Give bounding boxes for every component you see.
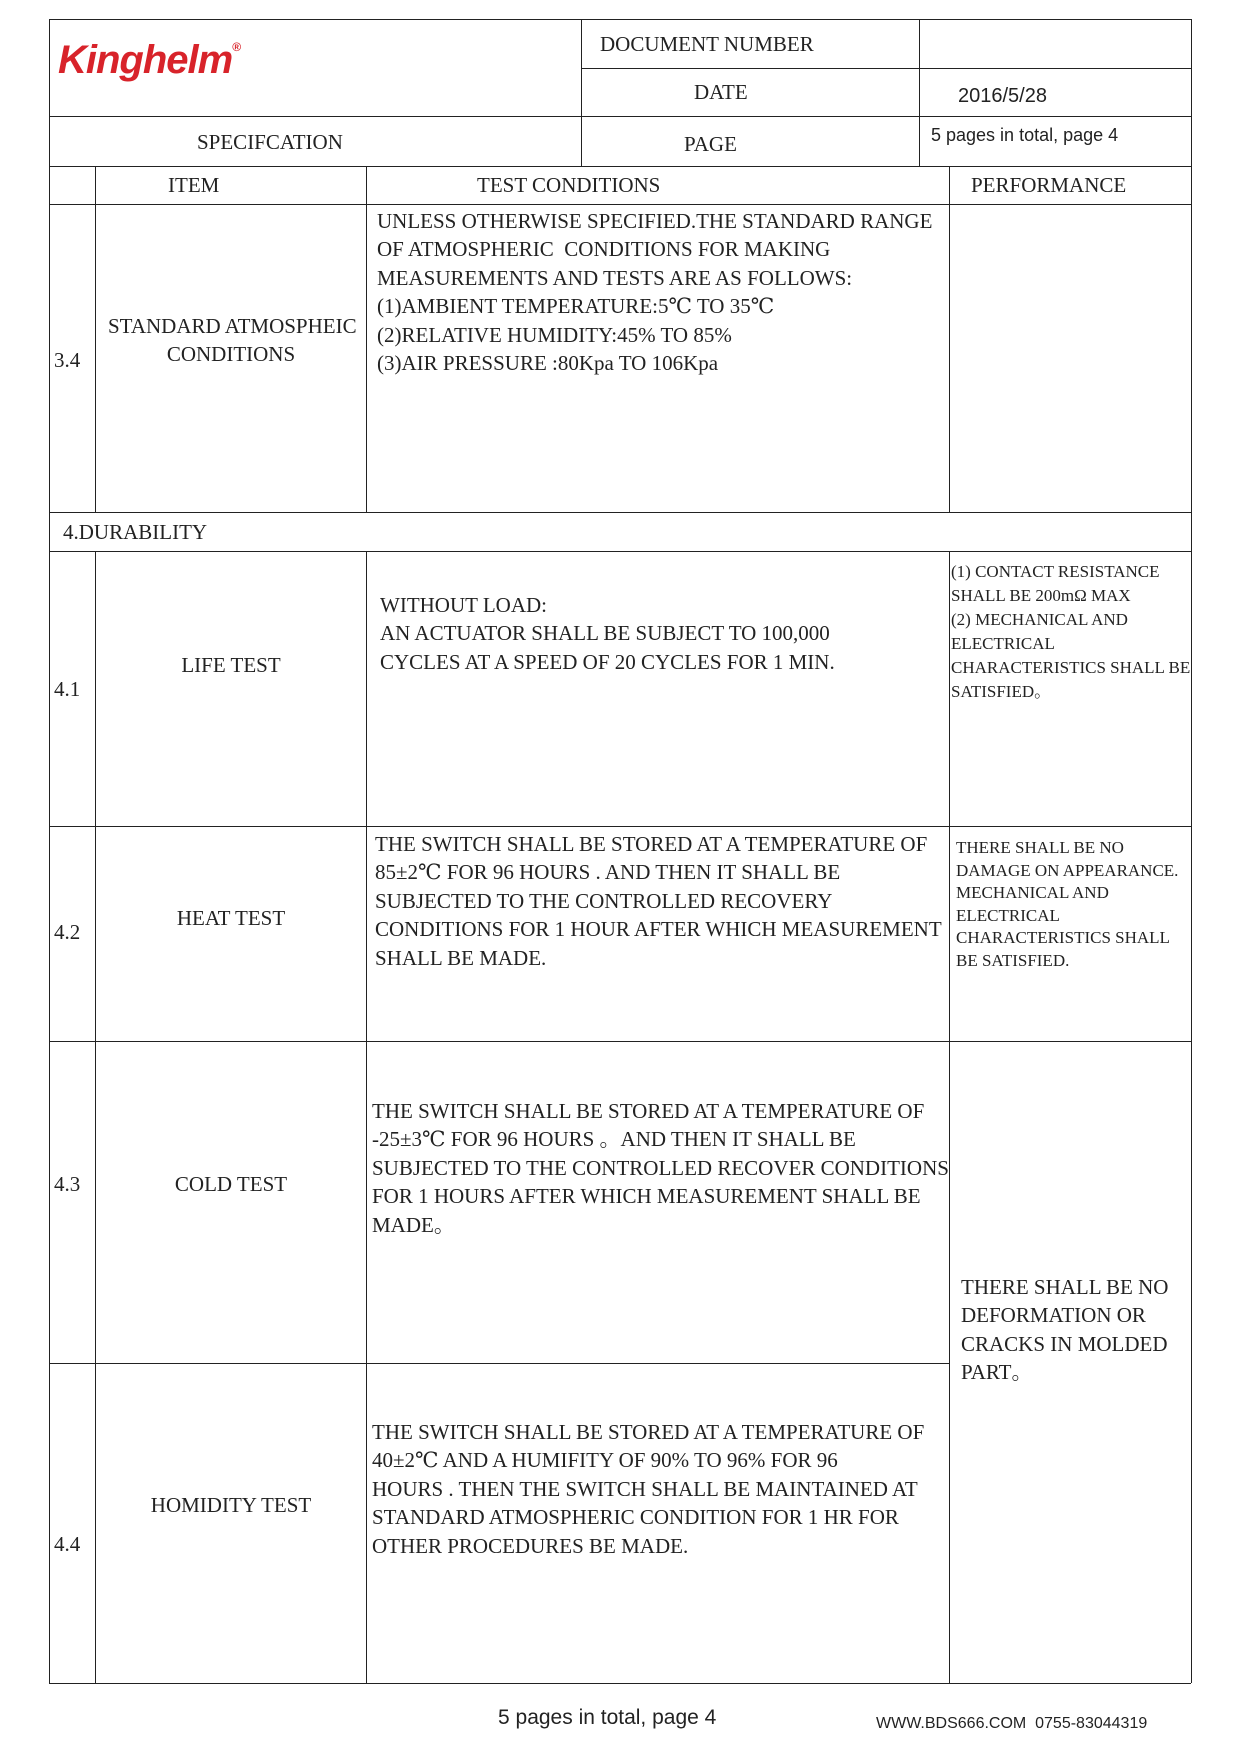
- col-item-divider-b: [366, 551, 367, 1683]
- border-left: [49, 19, 50, 1683]
- row-3-4-bottom: [49, 512, 1191, 513]
- row-number: 4.3: [54, 1172, 81, 1196]
- header-row-divider: [581, 68, 1191, 69]
- row-item: HOMIDITY TEST: [150, 1493, 312, 1517]
- row-test-conditions: UNLESS OTHERWISE SPECIFIED.THE STANDARD RANGE OF ATMOSPHERIC CONDITIONS FOR MAKING MEASUREMENTS AND TESTS ARE AS FOLLOWS: (1)AMBIENT TEMPERATURE:5℃ TO 35℃ (2)RELATIVE HUMIDITY:45% TO 85% (3)AIR PRESSURE :80Kpa TO 106Kpa: [377, 209, 933, 376]
- document-number-label: DOCUMENT NUMBER: [600, 32, 814, 56]
- specification-label: SPECIFCATION: [197, 130, 343, 154]
- col-cond-divider-b: [949, 551, 950, 1683]
- border-right: [1191, 19, 1192, 1683]
- header-divider-right: [919, 19, 920, 166]
- row-number: 3.4: [54, 348, 81, 372]
- row-number: 4.1: [54, 677, 81, 701]
- row-performance: THERE SHALL BE NO DEFORMATION OR CRACKS IN MOLDED PART。: [961, 1275, 1169, 1385]
- border-top: [49, 19, 1191, 20]
- page-label: PAGE: [684, 132, 737, 156]
- col-no-divider-a: [95, 166, 96, 512]
- header-divider-left: [581, 19, 582, 166]
- col-item-divider-a: [366, 166, 367, 512]
- row-number: 4.2: [54, 920, 81, 944]
- row-performance: THERE SHALL BE NO DAMAGE ON APPEARANCE. MECHANICAL AND ELECTRICAL CHARACTERISTICS SHALL BE SATISFIED.: [956, 838, 1179, 970]
- row-item: COLD TEST: [174, 1172, 288, 1196]
- footer-page-info: 5 pages in total, page 4: [498, 1706, 717, 1729]
- border-bottom: [49, 1683, 1191, 1684]
- row-number: 4.4: [54, 1532, 81, 1556]
- row-test-conditions: WITHOUT LOAD: AN ACTUATOR SHALL BE SUBJECT TO 100,000 CYCLES AT A SPEED OF 20 CYCLES FOR 1 MIN.: [380, 593, 835, 674]
- row-4-2-bottom: [49, 1041, 1191, 1042]
- row-item: HEAT TEST: [176, 906, 286, 930]
- row-performance: (1) CONTACT RESISTANCE SHALL BE 200mΩ MAX (2) MECHANICAL AND ELECTRICAL CHARACTERISTICS SHALL BE SATISFIED。: [951, 562, 1191, 701]
- column-header-item: ITEM: [168, 173, 220, 197]
- row-test-conditions: THE SWITCH SHALL BE STORED AT A TEMPERATURE OF -25±3℃ FOR 96 HOURS 。AND THEN IT SHALL BE SUBJECTED TO THE CONTROLLED RECOVER CONDITIONS FOR 1 HOURS AFTER WHICH MEASUREMENT SHALL BE MADE。: [372, 1099, 949, 1237]
- row-test-conditions: THE SWITCH SHALL BE STORED AT A TEMPERATURE OF 40±2℃ AND A HUMIFITY OF 90% TO 96% FOR 96 HOURS . THEN THE SWITCH SHALL BE MAINTAINED AT STANDARD ATMOSPHERIC CONDITION FOR 1 HR FOR OTHER PROCEDURES BE MADE.: [372, 1420, 925, 1558]
- section-row-bottom: [49, 551, 1191, 552]
- column-header-performance: PERFORMANCE: [971, 173, 1127, 197]
- spec-row-bottom-line: [49, 166, 1191, 167]
- date-label: DATE: [694, 80, 748, 104]
- col-no-divider-b: [95, 551, 96, 1683]
- col-cond-divider-a: [949, 166, 950, 512]
- kinghelm-logo: Kinghelm®: [58, 38, 241, 82]
- column-header-test-conditions: TEST CONDITIONS: [477, 173, 661, 197]
- header-bottom-line: [49, 116, 1191, 117]
- row-item: LIFE TEST: [181, 653, 281, 677]
- column-header-bottom-line: [49, 204, 1191, 205]
- page-value: 5 pages in total, page 4: [931, 125, 1119, 145]
- row-test-conditions: THE SWITCH SHALL BE STORED AT A TEMPERATURE OF 85±2℃ FOR 96 HOURS . AND THEN IT SHALL BE SUBJECTED TO THE CONTROLLED RECOVERY CONDITIONS FOR 1 HOUR AFTER WHICH MEASUREMENT SHALL BE MADE.: [375, 832, 942, 970]
- footer-contact: WWW.BDS666.COM 0755-83044319: [876, 1715, 1148, 1732]
- row-4-3-bottom: [49, 1363, 949, 1364]
- date-value: 2016/5/28: [958, 85, 1047, 107]
- row-item: STANDARD ATMOSPHEIC CONDITIONS: [108, 314, 357, 366]
- row-4-1-bottom: [49, 826, 1191, 827]
- section-heading-durability: 4.DURABILITY: [63, 520, 208, 544]
